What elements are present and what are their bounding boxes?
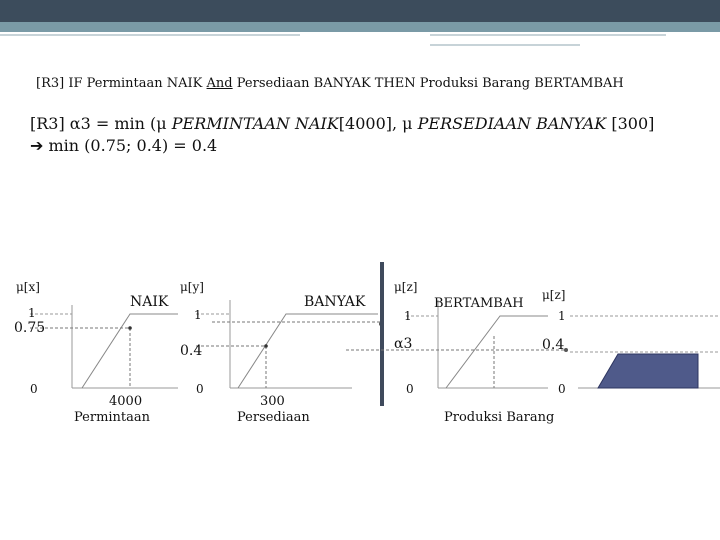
banyak-curve [238, 314, 378, 388]
ylabel-mu-z: μ[z] [394, 280, 418, 294]
xvalue-300: 300 [260, 394, 285, 409]
point-marker [264, 344, 268, 348]
heading-prefix: [R3] IF Permintaan NAIK [36, 76, 207, 91]
tick-0: 0 [30, 382, 38, 396]
xvalue-4000: 4000 [109, 394, 143, 409]
xlabel-persediaan: Persediaan [237, 410, 310, 425]
formula-part: [R3] α3 = min (μ [30, 114, 172, 133]
xlabel-permintaan: Permintaan [74, 410, 151, 425]
graph-permintaan [30, 305, 178, 388]
ylabel-mu-y: μ[y] [180, 280, 204, 294]
graph-persediaan [196, 300, 383, 388]
formula-result: min (0.75; 0.4) = 0.4 [48, 136, 218, 155]
tick-0: 0 [196, 382, 204, 396]
tick-1: 1 [558, 309, 566, 323]
tick-1: 1 [404, 309, 412, 323]
term-naik: NAIK [130, 294, 169, 310]
bertambah-curve [446, 316, 548, 388]
arrow-right-icon: ➔ [30, 136, 49, 155]
formula-part: [300] [606, 114, 655, 133]
result-area [598, 354, 698, 388]
alpha-3-label: α3 [394, 336, 413, 352]
tick-0: 0 [558, 382, 566, 396]
xlabel-produksi: Produksi Barang [444, 410, 555, 425]
graph-result [570, 316, 720, 388]
term-banyak: BANYAK [304, 294, 366, 310]
tick-0: 0 [406, 382, 414, 396]
heading-suffix: Persediaan BANYAK THEN Produksi Barang BERTAMBAH [232, 76, 624, 91]
ylabel-mu-z-result: μ[z] [542, 288, 566, 302]
point-marker [564, 348, 568, 352]
graph-produksi [346, 300, 568, 388]
tick-04: 0.4 [542, 337, 565, 353]
formula-italic: PERMINTAAN NAIK [171, 114, 339, 133]
formula-part: [4000], μ [338, 114, 418, 133]
heading-and: And [206, 76, 233, 91]
term-bertambah: BERTAMBAH [434, 296, 524, 311]
tick-075: 0.75 [14, 320, 46, 336]
ylabel-mu-x: μ[x] [16, 280, 40, 294]
point-marker [128, 326, 132, 330]
formula-italic: PERSEDIAAN BANYAK [417, 114, 607, 133]
tick-04: 0.4 [180, 343, 203, 359]
tick-1: 1 [194, 308, 202, 322]
tick-1: 1 [28, 306, 36, 320]
